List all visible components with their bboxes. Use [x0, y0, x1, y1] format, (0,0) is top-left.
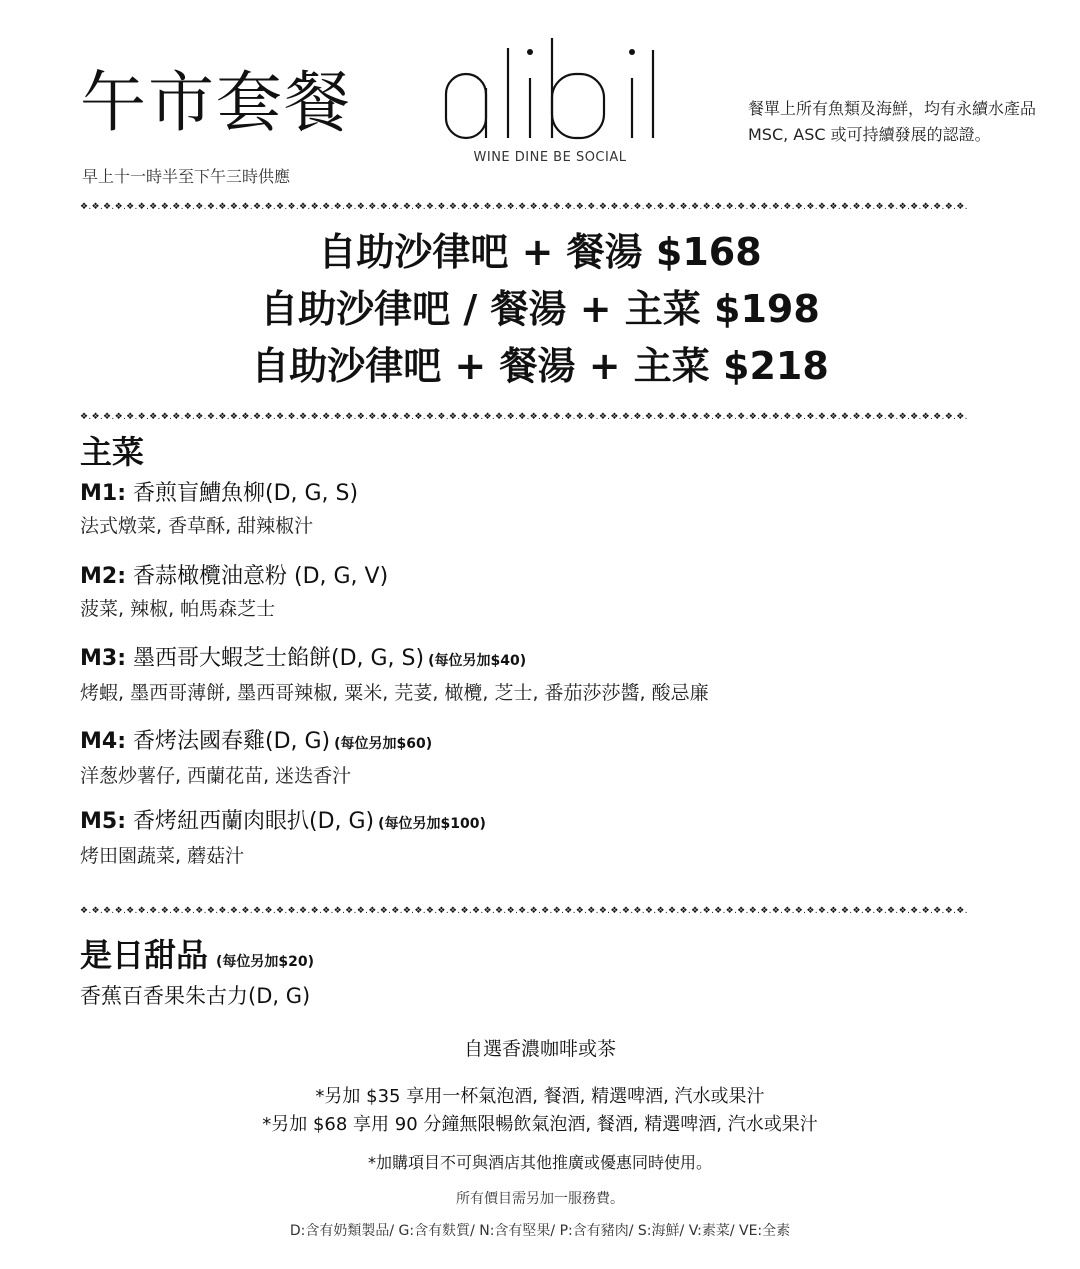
dish-code: M1: [80, 481, 126, 506]
addon-offer: *另加 $35 享用一杯氣泡酒, 餐酒, 精選啤酒, 汽水或果汁 [315, 1086, 765, 1107]
divider: ❖.❖.❖.❖.❖.❖.❖.❖.❖.❖.❖.❖.❖.❖.❖.❖.❖.❖.❖.❖.❖.❖.❖.❖.❖.❖.❖.❖.❖.❖.❖.❖.❖.❖.❖.❖.❖.❖.❖.❖.❖.❖.❖.❖.❖.❖.❖.❖.❖.❖.❖.❖.❖.❖.❖.❖.❖.❖.❖.❖.❖.❖.❖.❖.❖.❖.❖.❖.❖.❖.❖.❖.❖.❖.❖.❖.❖. [80, 412, 968, 422]
set-price-line: 自助沙律吧 / 餐湯 + 主菜 $198 [260, 287, 820, 331]
dish-name [80, 645, 1030, 675]
dish-m5 [80, 808, 1030, 868]
dish-code: M5: [80, 809, 126, 834]
dish-title: 香蒜橄欖油意粉 (D, G, V) [126, 564, 389, 589]
dish-title: 香煎盲鰽魚柳(D, G, S) [126, 481, 359, 506]
addon-offer: *另加 $68 享用 90 分鐘無限暢飲氣泡酒, 餐酒, 精選啤酒, 汽水或果汁 [262, 1114, 818, 1135]
dish-description: 法式燉菜, 香草酥, 甜辣椒汁 [80, 515, 314, 537]
dish-description: 烤蝦, 墨西哥薄餅, 墨西哥辣椒, 粟米, 芫荽, 橄欖, 芝士, 番茄莎莎醬, 酸忌廉 [80, 682, 709, 704]
mains-title: 主菜 [80, 433, 145, 471]
sustainability-note: 餐單上所有魚類及海鮮，均有永續水產品 MSC, ASC 或可持續發展的認證。 [748, 99, 1037, 144]
dish-name [80, 563, 1030, 591]
dish-title: 香烤紐西蘭肉眼扒(D, G) [126, 809, 375, 834]
dish-title: 墨西哥大蝦芝士餡餅(D, G, S) [126, 646, 425, 671]
page-title: 午市套餐 [80, 64, 352, 141]
dish-description: 烤田園蔬菜, 蘑菇汁 [80, 845, 245, 867]
service-charge-note: 所有價目需另加一服務費。 [456, 1191, 624, 1207]
dish-m2 [80, 563, 1030, 621]
allergen-legend: D:含有奶類製品/ G:含有麩質/ N:含有堅果/ P:含有豬肉/ S:海鮮/ V:素菜/ VE:全素 [289, 1223, 791, 1239]
serving-hours: 早上十一時半至下午三時供應 [82, 167, 291, 186]
set-price-line: 自助沙律吧 + 餐湯 $168 [318, 230, 762, 274]
dish-name [80, 808, 1030, 838]
dish-title: 香烤法國春雞(D, G) [126, 729, 331, 754]
dish-name [80, 728, 1030, 758]
dish-code: M3: [80, 646, 126, 671]
dish-m1 [80, 480, 1030, 538]
surcharge-label: (每位另加$60) [334, 736, 433, 752]
coffee-tea-note: 自選香濃咖啡或茶 [463, 1038, 616, 1060]
dish-m4 [80, 728, 1030, 788]
divider: ❖.❖.❖.❖.❖.❖.❖.❖.❖.❖.❖.❖.❖.❖.❖.❖.❖.❖.❖.❖.❖.❖.❖.❖.❖.❖.❖.❖.❖.❖.❖.❖.❖.❖.❖.❖.❖.❖.❖.❖.❖.❖.❖.❖.❖.❖.❖.❖.❖.❖.❖.❖.❖.❖.❖.❖.❖.❖.❖.❖.❖.❖.❖.❖.❖.❖.❖.❖.❖.❖.❖.❖.❖.❖.❖.❖.❖. [80, 202, 968, 212]
dish-code: M4: [80, 729, 126, 754]
dessert-title: 是日甜品 [80, 936, 209, 974]
divider: ❖.❖.❖.❖.❖.❖.❖.❖.❖.❖.❖.❖.❖.❖.❖.❖.❖.❖.❖.❖.❖.❖.❖.❖.❖.❖.❖.❖.❖.❖.❖.❖.❖.❖.❖.❖.❖.❖.❖.❖.❖.❖.❖.❖.❖.❖.❖.❖.❖.❖.❖.❖.❖.❖.❖.❖.❖.❖.❖.❖.❖.❖.❖.❖.❖.❖.❖.❖.❖.❖.❖.❖.❖.❖.❖.❖.❖. [80, 906, 968, 916]
dessert-heading [80, 930, 314, 976]
dessert-item: 香蕉百香果朱古力(D, G) [80, 984, 311, 1008]
promo-disclaimer: *加購項目不可與酒店其他推廣或優惠同時使用。 [367, 1153, 712, 1172]
dish-name [80, 480, 1030, 508]
alibi-logo-icon [440, 38, 660, 146]
logo-tagline: WINE DINE BE SOCIAL [473, 150, 627, 165]
set-price-list [0, 224, 1080, 395]
restaurant-logo [440, 38, 660, 168]
set-price-line: 自助沙律吧 + 餐湯 + 主菜 $218 [251, 344, 829, 388]
dish-code: M2: [80, 564, 126, 589]
dish-description: 洋葱炒薯仔, 西蘭花苗, 迷迭香汁 [80, 765, 352, 787]
dish-m3 [80, 645, 1030, 705]
surcharge-label: (每位另加$40) [428, 653, 527, 669]
surcharge-label: (每位另加$20) [216, 954, 315, 970]
surcharge-label: (每位另加$100) [378, 816, 486, 832]
dish-description: 菠菜, 辣椒, 帕馬森芝士 [80, 598, 276, 620]
